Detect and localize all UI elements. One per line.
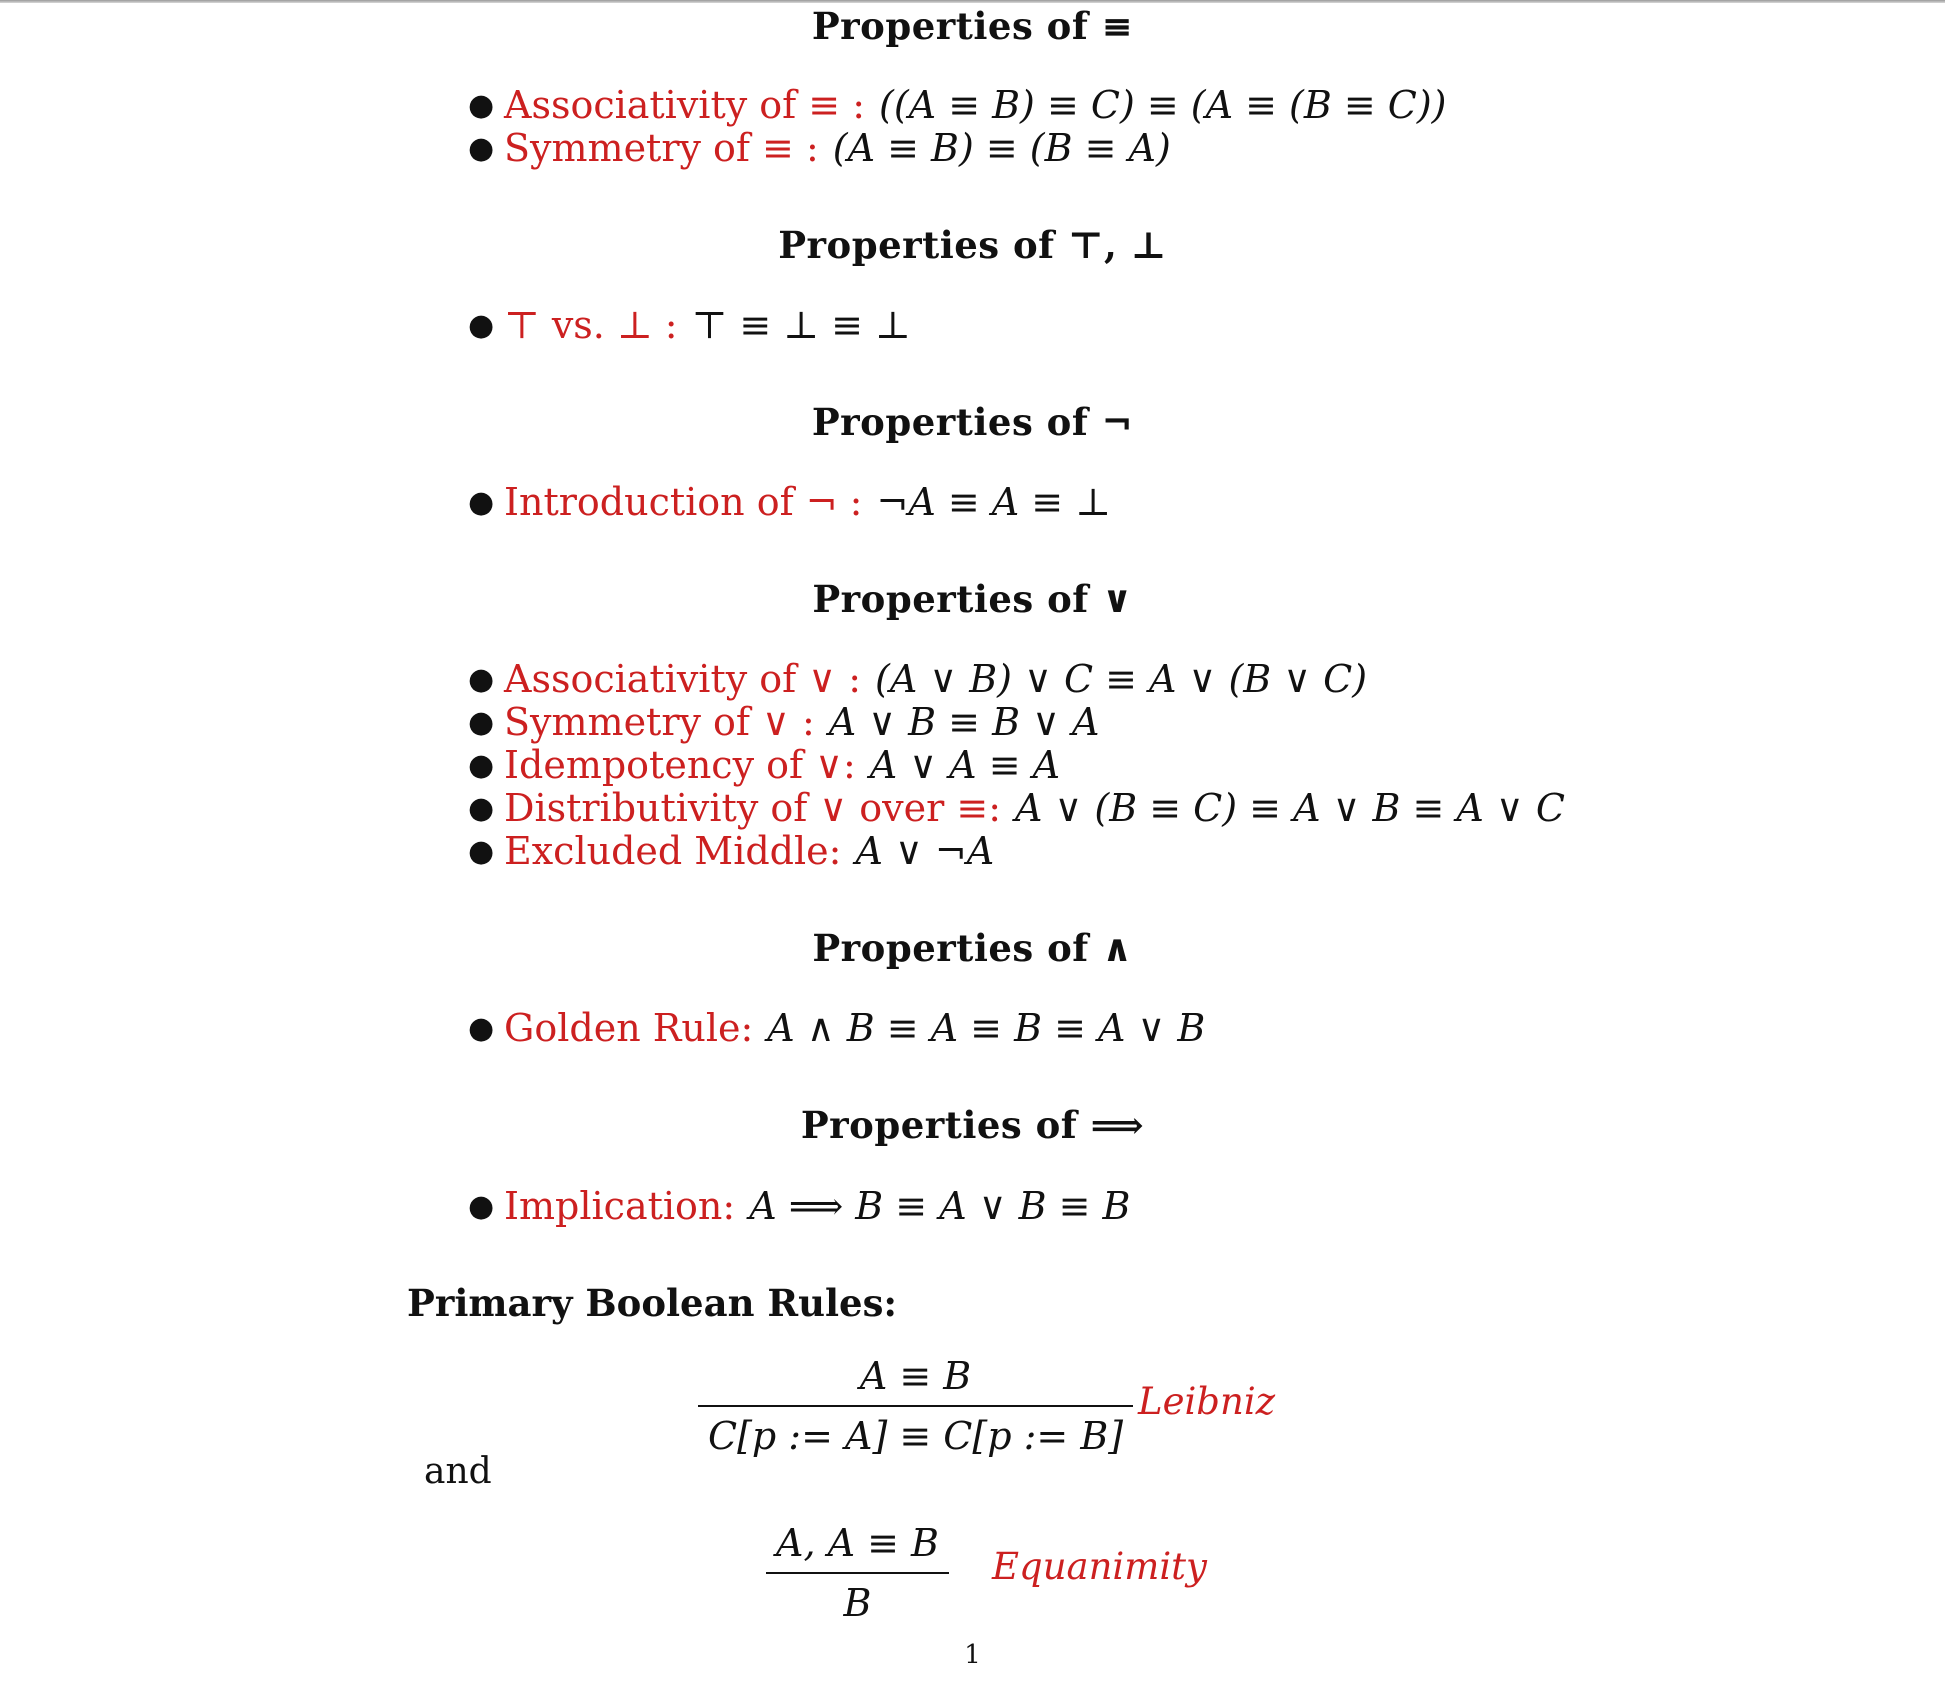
page-number: 1	[964, 1640, 981, 1670]
list-item-associativity-or	[468, 657, 1368, 701]
property-label: ⊤ vs. ⊥ :	[504, 303, 678, 347]
equanimity-rule-name: Equanimity	[992, 1545, 1207, 1588]
property-label: Implication:	[504, 1184, 736, 1228]
bullet-icon: ●	[468, 748, 495, 783]
bullet-icon: ●	[468, 834, 495, 869]
leibniz-premise: A ≡ B	[859, 1354, 972, 1398]
list-item-symmetry-or	[468, 700, 1100, 744]
property-label: Associativity of ∨ :	[504, 657, 861, 701]
property-formula: A ∨ ¬A	[855, 829, 995, 873]
bullet-icon: ●	[468, 1189, 495, 1224]
property-label: Idempotency of ∨:	[504, 743, 856, 787]
property-formula: A ⟹ B ≡ A ∨ B ≡ B	[749, 1184, 1131, 1228]
equanimity-inference-rule	[766, 1521, 949, 1625]
property-formula: ((A ≡ B) ≡ C) ≡ (A ≡ (B ≡ C))	[879, 83, 1447, 127]
list-item-implication	[468, 1184, 1131, 1228]
leibniz-inference-rule	[698, 1354, 1133, 1458]
list-item-golden-rule	[468, 1006, 1206, 1050]
property-formula: A ∨ A ≡ A	[869, 743, 1061, 787]
bullet-icon: ●	[468, 705, 495, 740]
property-formula: (A ∨ B) ∨ C ≡ A ∨ (B ∨ C)	[875, 657, 1368, 701]
leibniz-conclusion: C[p := A] ≡ C[p := B]	[708, 1414, 1124, 1458]
property-formula: ⊤ ≡ ⊥ ≡ ⊥	[691, 303, 911, 347]
property-label: Excluded Middle:	[504, 829, 842, 873]
rules-heading: Primary Boolean Rules:	[407, 1281, 898, 1325]
bullet-icon: ●	[468, 1011, 495, 1046]
property-label: Symmetry of ≡ :	[504, 126, 819, 170]
property-formula: A ∧ B ≡ A ≡ B ≡ A ∨ B	[767, 1006, 1206, 1050]
property-formula: (A ≡ B) ≡ (B ≡ A)	[832, 126, 1171, 170]
property-label: Distributivity of ∨ over ≡:	[504, 786, 1002, 830]
property-label: Golden Rule:	[504, 1006, 754, 1050]
section-title-conjunction: Properties of ∧	[812, 926, 1133, 970]
bullet-icon: ●	[468, 308, 495, 343]
bullet-icon: ●	[468, 662, 495, 697]
list-item-symmetry-equiv	[468, 126, 1171, 170]
section-title-negation: Properties of ¬	[811, 400, 1134, 444]
section-title-disjunction: Properties of ∨	[812, 577, 1133, 621]
bullet-icon: ●	[468, 791, 495, 826]
leibniz-rule-name: Leibniz	[1138, 1380, 1276, 1423]
property-label: Introduction of ¬ :	[504, 480, 863, 524]
section-title-implication: Properties of ⟹	[800, 1103, 1145, 1147]
list-item-distributivity	[468, 786, 1565, 830]
list-item-excluded-middle	[468, 829, 995, 873]
equanimity-premise: A, A ≡ B	[776, 1521, 939, 1565]
bullet-icon: ●	[468, 485, 495, 520]
property-formula: A ∨ B ≡ B ∨ A	[828, 700, 1100, 744]
property-formula: ¬A ≡ A ≡ ⊥	[876, 480, 1111, 524]
property-label: Symmetry of ∨ :	[504, 700, 815, 744]
list-item-idempotency-or	[468, 743, 1061, 787]
property-formula: A ∨ (B ≡ C) ≡ A ∨ B ≡ A ∨ C	[1015, 786, 1565, 830]
bullet-icon: ●	[468, 88, 495, 123]
list-item-top-vs-bottom	[468, 303, 911, 347]
equanimity-conclusion: B	[843, 1581, 872, 1625]
list-item-introduction-negation	[468, 480, 1111, 524]
section-title-top-bottom: Properties of ⊤, ⊥	[778, 223, 1167, 267]
property-label: Associativity of ≡ :	[504, 83, 866, 127]
list-item-associativity-equiv	[468, 83, 1447, 127]
rules-connector-text: and	[424, 1451, 492, 1492]
bullet-icon: ●	[468, 131, 495, 166]
section-title-equivalence: Properties of ≡	[811, 4, 1134, 48]
